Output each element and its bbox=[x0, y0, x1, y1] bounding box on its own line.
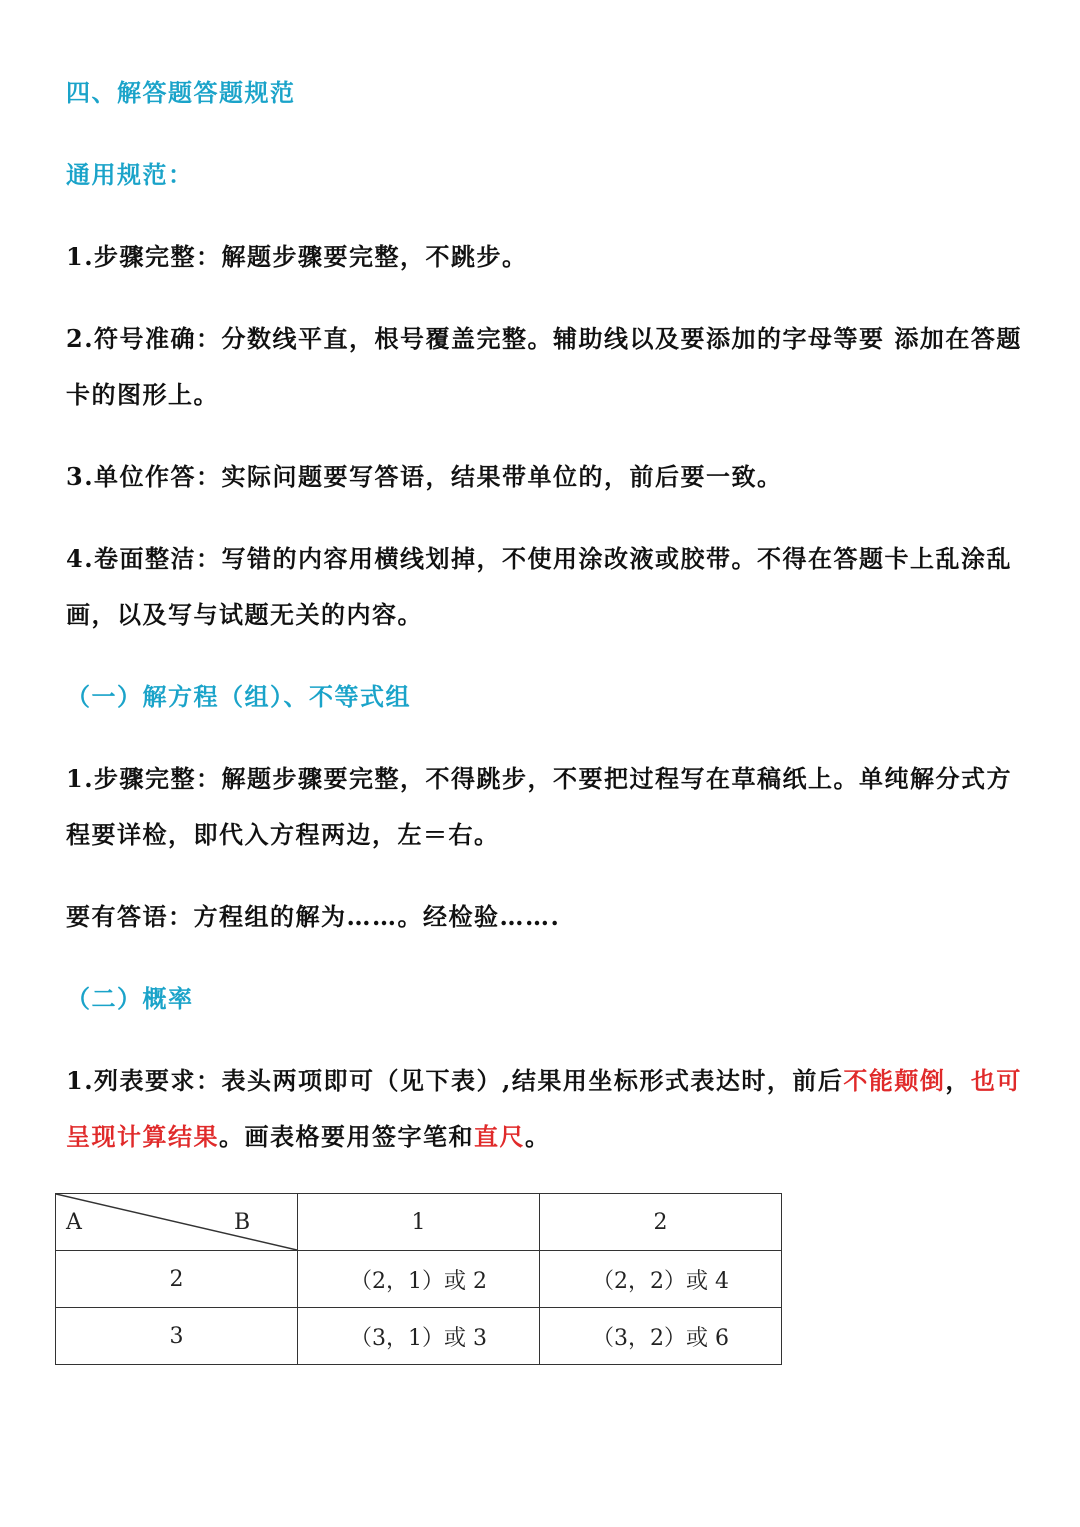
probability-text-2: 。画表格要用签字笔和 bbox=[219, 1122, 474, 1151]
equations-item-1-line-1: 1.步骤完整：解题步骤要完整，不得跳步，不要把过程写在草稿纸上。单纯解分式方 bbox=[66, 764, 1013, 793]
row-header: 2 bbox=[56, 1251, 298, 1308]
emphasis-no-reverse: 不能颠倒 bbox=[843, 1066, 946, 1095]
general-item-2-line-1: 2.符号准确：分数线平直，根号覆盖完整。辅助线以及要添加的字母等要 添加在答题 bbox=[66, 324, 1022, 353]
table-corner-cell bbox=[56, 1194, 298, 1251]
probability-item-1-line-1 bbox=[66, 1065, 1022, 1097]
general-item-3: 3.单位作答：实际问题要写答语，结果带单位的，前后要一致。 bbox=[66, 462, 783, 491]
diagonal-line bbox=[56, 1194, 297, 1250]
general-item-1: 1.步骤完整：解题步骤要完整，不跳步。 bbox=[66, 242, 528, 271]
general-title: 通用规范： bbox=[66, 160, 194, 189]
table-cell: （3，2）或 6 bbox=[540, 1308, 782, 1365]
probability-text: 1.列表要求：表头两项即可（见下表）,结果用坐标形式表达时，前后 bbox=[66, 1066, 844, 1095]
section-title: 四、解答题答题规范 bbox=[66, 78, 296, 107]
column-header: 1 bbox=[298, 1194, 540, 1251]
column-header: 2 bbox=[540, 1194, 782, 1251]
row-header: 3 bbox=[56, 1308, 298, 1365]
emphasis-ruler: 直尺 bbox=[474, 1122, 525, 1151]
corner-label-b: B bbox=[234, 1210, 251, 1235]
corner-label-a: A bbox=[66, 1210, 82, 1235]
probability-period: 。 bbox=[525, 1122, 551, 1151]
probability-title: （二）概率 bbox=[66, 984, 194, 1013]
emphasis-also: 也可 bbox=[970, 1066, 1022, 1095]
table-row bbox=[56, 1251, 782, 1308]
general-item-2-line-2: 卡的图形上。 bbox=[66, 380, 219, 409]
probability-table bbox=[55, 1193, 782, 1365]
probability-comma: ， bbox=[945, 1066, 971, 1095]
general-item-4-line-2: 画，以及写与试题无关的内容。 bbox=[66, 600, 423, 629]
emphasis-show-result: 呈现计算结果 bbox=[66, 1122, 219, 1151]
equations-title: （一）解方程（组）、不等式组 bbox=[66, 682, 411, 711]
probability-item-1-line-2 bbox=[66, 1121, 551, 1153]
table-header-row bbox=[56, 1194, 782, 1251]
equations-answer-note: 要有答语：方程组的解为……。经检验……. bbox=[66, 902, 561, 931]
table-cell: （3，1）或 3 bbox=[298, 1308, 540, 1365]
equations-item-1-line-2: 程要详检，即代入方程两边，左＝右。 bbox=[66, 820, 500, 849]
table-cell: （2，2）或 4 bbox=[540, 1251, 782, 1308]
table-row bbox=[56, 1308, 782, 1365]
table-cell: （2，1）或 2 bbox=[298, 1251, 540, 1308]
general-item-4-line-1: 4.卷面整洁：写错的内容用横线划掉，不使用涂改液或胶带。不得在答题卡上乱涂乱 bbox=[66, 544, 1013, 573]
